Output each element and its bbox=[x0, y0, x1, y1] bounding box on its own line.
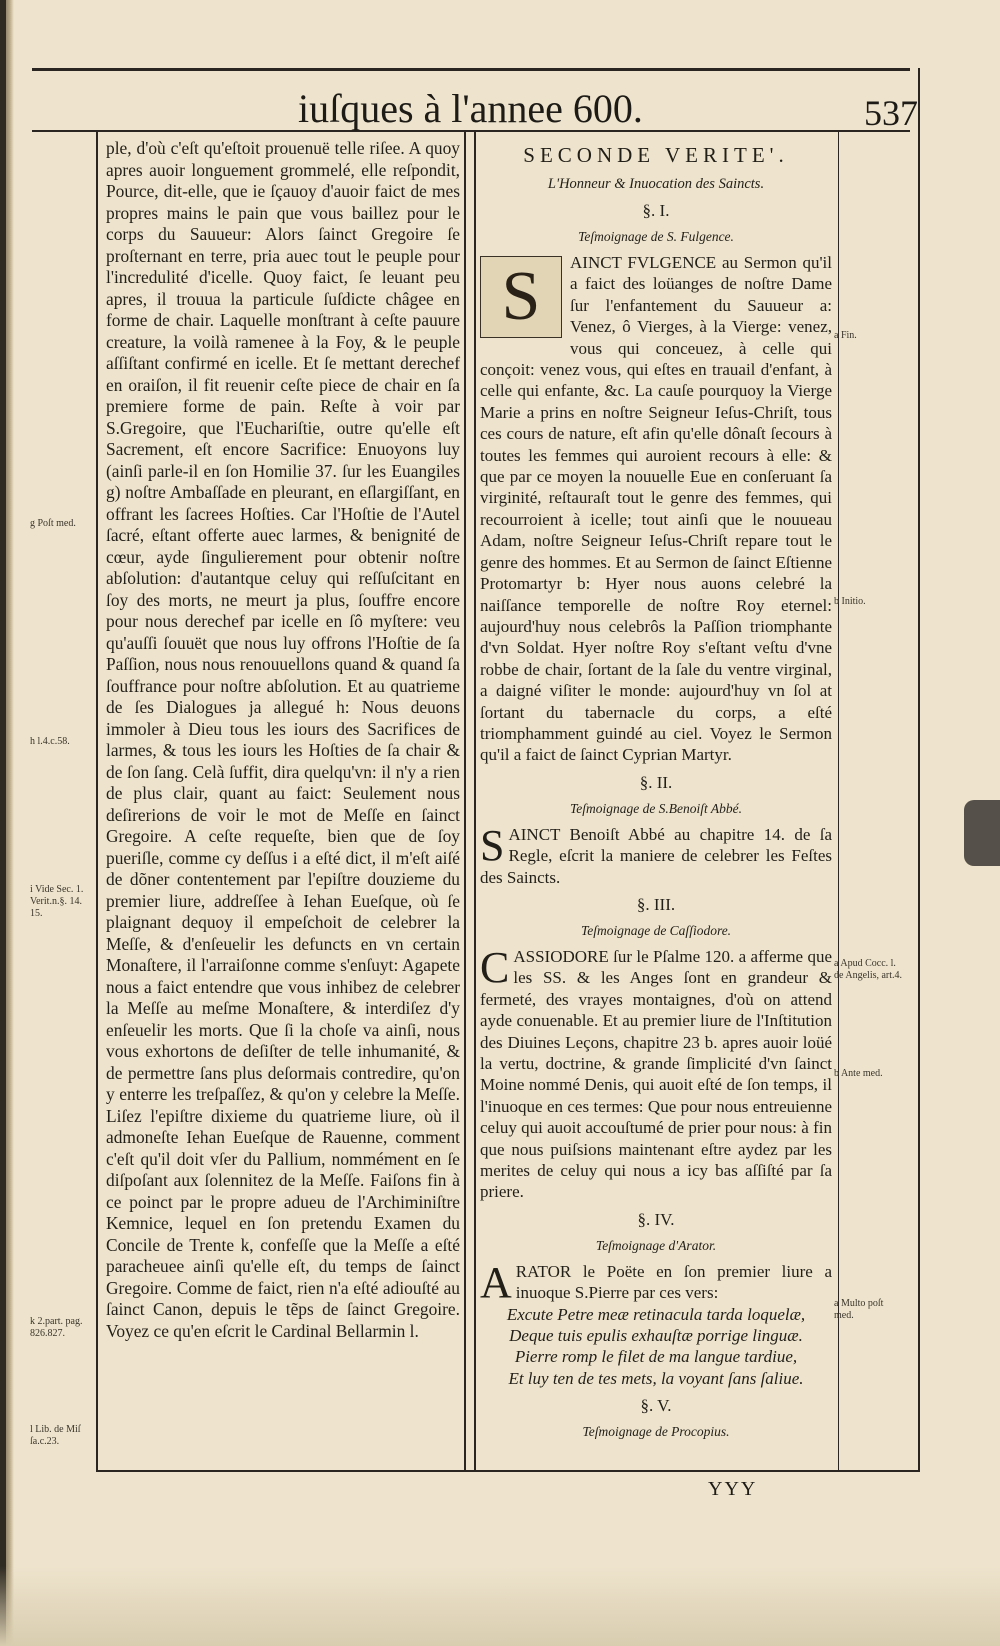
margin-note-left: g Poſt med. bbox=[30, 518, 76, 529]
section-1-body bbox=[480, 252, 832, 766]
column-divider-left bbox=[464, 132, 466, 1472]
signature-mark: YYY bbox=[708, 1478, 758, 1500]
sub-heading: L'Honneur & Inuocation des Saincts. bbox=[547, 176, 765, 192]
column-divider-right bbox=[474, 132, 476, 1472]
section-4-body bbox=[480, 1257, 832, 1389]
margin-note-left: i Vide Sec. 1. Verit.n.§. 14. 15. bbox=[30, 884, 84, 919]
verse-line: Pierre romp le filet de ma langue tardiue, bbox=[514, 1347, 798, 1367]
binding-edge bbox=[0, 0, 6, 1646]
verse-line: Deque tuis epulis exhauſtæ porrige linguæ. bbox=[509, 1326, 803, 1346]
margin-note-right: a Multo poſt med. bbox=[834, 1298, 884, 1321]
left-column-text: ple, d'où c'eſt qu'eſtoit prouenuë telle riſee. A quoy apres auoir longuement grommelé, elle reſpondit, Pource, dit-elle, que ie ſçauoy d'auoir faict de mes propres mains le pain que vous baillez pour le corps du Sauueur: Alors ſainct Gregoire ſe proſternant en terre, pria auec tout le peuple pour l'incredulité d'icelle. Quoy faict, ſe leuant peu apres, il trouua la particule ſuſdicte châgee en forme de chair. Laquelle monſtrant à ceſte pauure creature, la voilà ramenee à la Foy, & le peuple aſſiſtant confirmé en icelle. Et ſe mettant derechef en oraiſon, il fit reuenir ceſte piece de chair en ſa premiere forme de pain. Reſte à voir par S.Gregoire, que l'Euchariſtie, outre qu'elle eſt Sacrement, eſt encore Sacrifice: Enuoyons luy (ainſi parle-il en ſon Homilie 37. ſur les Euangiles g) noſtre Ambaſſade en pleurant, en eſlargiſſant, en offrant les ſacrees Hoſties. Car l'Hoſtie de l'Autel ſacré, eſtant offerte auec larmes, & benignité de cœur, ayde ſingulierement pour obtenir noſtre abſolution: d'autantque celuy qui reſſuſcitant en ſoy des morts, ne meurt ja plus, ſouffre encore pour nous derechef par icelle en ſô myſtere: veu qu'auſſi ſouuët que nous luy offrons l'Hoſtie de ſa Paſſion, nous nous renouuellons quand & quand ſa ſouffrance pour noſtre abſolution. Et au quatrieme de ſes Dialogues ja allegué h: Nous deuons immoler à Dieu tous les iours des Sacrifices de larmes, & tous les iours les Hoſties de ſa chair & de ſon ſang. Celà ſuffit, dira quelqu'vn: il n'y a rien de plus clair, quant au faict: Seulement nous deſirerions de voir le mot de Meſſe en ſainct Gregoire. A ceſte requeſte, bien que de ſoy pueriſle, comme cy deſſus i a eſté dict, il m'eſt aiſé de dõner contentement par l'epiſtre douzieme du premier liure, addreſſee à Iehan Eueſque, où ſe plaignant dequoy il empeſchoit de celebrer la Meſſe, & d'enſeuelir les defuncts en vn certain Monaſtere, il l'arraiſonne comme s'enſuyt: Agapete nous a faict entendre que vous inhibez de celebrer la Meſſe au meſme Monaſtere, & interdiſez d'y enſeuelir les morts. Que ſi la choſe va ainſi, nous vous exhortons de deſiſter de telle inhumanité, & de permettre ſans plus deſormais contredire, qu'on y enterre les treſpaſſez, & qu'on y celebre la Meſſe. Liſez l'epiſtre dixieme du quatrieme liure, où il admoneſte Iehan Eueſque de Rauenne, comment c'eſt qu'il doit vſer du Pallium, nommément en ſe diſpoſant aux ſolennitez de la Meſſe. Faiſons fin à ce poinct par le propre adueu de l'Archiminiſtre Kemnice, lequel en ſon pretendu Examen du Concile de Trente k, confeſſe que la Meſſe a eſté paracheuee ainſi qu'elle eſt, du temps de ſainct Gregoire. Comme de faict, rien n'a eſté adiouſté au ſainct Canon, depuis le tẽps de ſainct Gregoire. Voyez ce qu'en eſcrit le Cardinal Bellarmin l. bbox=[106, 138, 460, 1341]
section-1-number: §. I. bbox=[642, 201, 670, 220]
margin-note-left: h l.4.c.58. bbox=[30, 736, 70, 747]
section-3-testimony: Teſmoignage de Caſſiodore. bbox=[580, 922, 732, 938]
margin-note-right: a Apud Cocc. l. de Angelis, art.4. bbox=[834, 958, 903, 981]
section-2-initial: S bbox=[480, 820, 505, 870]
right-text-column bbox=[480, 140, 832, 1447]
section-4-number: §. IV. bbox=[637, 1209, 675, 1229]
section-2-testimony: Teſmoignage de S.Benoiſt Abbé. bbox=[569, 800, 743, 816]
section-1-text: AINCT FVLGENCE au Sermon qu'il a faict des loüanges de noſtre Dame ſur l'enfantement du Sauueur a: Venez, ô Vierges, à la Vierge: venez, vous qui conceuez, à celle qui conçoit: venez vous, qui eſtes en trauail d'enfant, à celle qui enfante, &c. La cauſe pourquoy la Vierge Marie a prins en noſtre Seigneur Ieſus-Chriſt, tous ces cours de nature, eſt afin qu'elle dônaſt ſecours à toutes les femmes qui auroient recours à elle: & que par ce moyen la nouuelle Eue en conſeruant ſa virginité, reſtauraſt tout le genre des femmes, qui recourroient à icelle; tout ainſi que le nouueau Adam, noſtre Seigneur Ieſus-Chriſt repare tout le genre des hommes. Et au Sermon de ſainct Eſtienne Protomartyr b: Hyer nous auons celebré la naiſſance temporelle de noſtre Roy eternel: aujourd'huy nous celebrôs la Paſſion triomphante d'vn Soldat. Hyer noſtre Roy s'eſtant veſtu d'vne robbe de chair, ſortant de la ſale du ventre virginal, a daigné viſiter le monde: aujourd'huy vn ſol at ſortant du tabernacle du corps, a eſté triomphamment guindé au ciel. Voyez le Sermon qu'il a faict de ſainct Cyprian Martyr. bbox=[480, 253, 832, 765]
section-4-testimony: Teſmoignage d'Arator. bbox=[595, 1237, 717, 1253]
frame-bottom-rule bbox=[96, 1470, 920, 1472]
main-heading: SECONDE VERITE'. bbox=[523, 143, 789, 167]
section-3-text: ASSIODORE ſur le Pſalme 120. a afferme que les SS. & les Anges ſont en grandeur & fermeté, des vrayes montaignes, d'où on attend ayde conuenable. Et au premier liure de l'Inſtitution des Diuines Leçons, chapitre 23 b. apres auoir loüé la vertu, doctrine, & grande ſimplicité d'vn ſainct Moine nommé Denis, qui auoit eſté de ſon temps, il l'inuoque en ces termes: Que pour nous entreuienne celuy qui auoit accouſtumé de prier pour nous: à fin que nous puiſsions maintenant eſtre aydez par les merites de celuy qui nous a icy bas aſſiſté par ſa priere. bbox=[480, 946, 832, 1202]
section-2-number: §. II. bbox=[639, 772, 673, 792]
section-3-body bbox=[480, 942, 832, 1203]
ornamental-initial bbox=[480, 256, 562, 338]
frame-left-rule bbox=[96, 132, 98, 1472]
frame-right-rule bbox=[918, 68, 920, 1472]
verse-line: Excute Petre meæ retinacula tarda loquelæ, bbox=[506, 1304, 806, 1324]
verse-line: Et luy ten de tes mets, la voyant ſans ſaliue. bbox=[508, 1368, 804, 1388]
book-clasp bbox=[964, 800, 1000, 866]
section-3-initial: C bbox=[480, 942, 510, 992]
section-2-text: AINCT Benoiſt Abbé au chapitre 14. de ſa Regle, eſcrit la maniere de celebrer les Feſtes des Saincts. bbox=[480, 824, 832, 887]
section-2-body bbox=[480, 820, 832, 888]
margin-note-left: l Lib. de Miſ ſa.c.23. bbox=[30, 1424, 81, 1447]
page-bottom-shading bbox=[0, 1566, 1000, 1646]
margin-note-right: b Initio. bbox=[834, 596, 866, 607]
page-number: 537 bbox=[864, 93, 918, 133]
section-4-initial: A bbox=[480, 1257, 512, 1307]
running-title: iuſques à l'annee 600. bbox=[298, 86, 643, 131]
header-top-rule bbox=[32, 68, 910, 71]
section-5-number: §. V. bbox=[640, 1396, 672, 1416]
section-4-text: RATOR le Poëte en ſon premier liure a inuoque S.Pierre par ces vers: bbox=[515, 1261, 832, 1303]
margin-note-left: k 2.part. pag. 826.827. bbox=[30, 1316, 83, 1339]
left-text-column bbox=[106, 138, 460, 1342]
section-3-number: §. III. bbox=[636, 894, 676, 914]
margin-note-right: b Ante med. bbox=[834, 1068, 883, 1079]
margin-note-right: a Fin. bbox=[834, 330, 857, 341]
ornamental-initial-letter: S bbox=[501, 258, 541, 335]
section-5-testimony: Teſmoignage de Procopius. bbox=[582, 1424, 730, 1440]
section-1-testimony: Teſmoignage de S. Fulgence. bbox=[578, 229, 734, 244]
